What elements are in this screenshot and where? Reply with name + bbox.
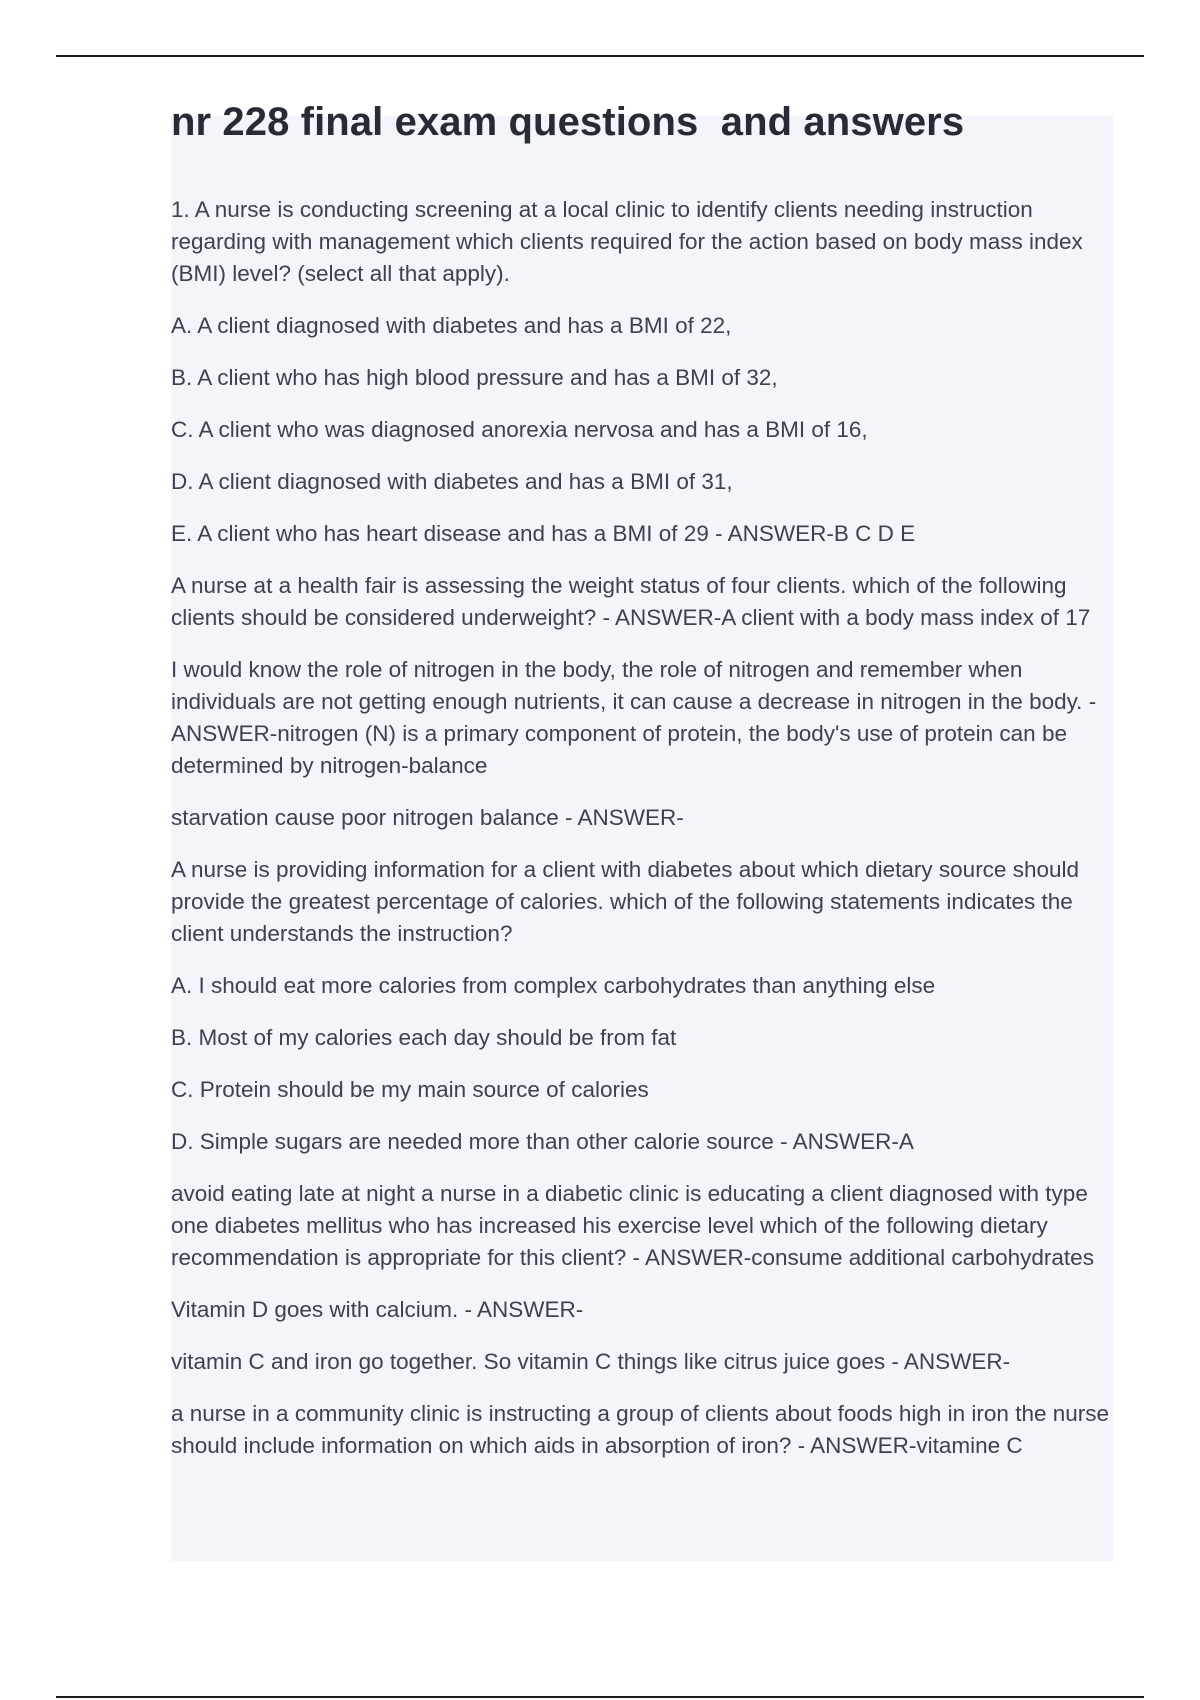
question-paragraph: avoid eating late at night a nurse in a diabetic clinic is educating a client diagnosed with type one diabetes mellitus who has increased his exercise level which of the following dietary recommendation is appropriate for this client? - ANSWER-consume additional carbohydrates	[171, 1181, 1094, 1270]
question-paragraph: starvation cause poor nitrogen balance - ANSWER-	[171, 805, 684, 830]
question-paragraph: Vitamin D goes with calcium. - ANSWER-	[171, 1297, 584, 1322]
question-paragraph: A nurse at a health fair is assessing the weight status of four clients. which of the following clients should be considered underweight? - ANSWER-A client with a body mass index of 17	[171, 573, 1091, 630]
document-title: nr 228 final exam questions and answers	[171, 100, 965, 144]
footer-rule	[56, 1696, 1144, 1698]
answer-option: A. I should eat more calories from complex carbohydrates than anything else	[171, 973, 936, 998]
answer-option: B. Most of my calories each day should be from fat	[171, 1025, 677, 1050]
answer-option: D. A client diagnosed with diabetes and has a BMI of 31,	[171, 469, 733, 494]
question-paragraph: I would know the role of nitrogen in the body, the role of nitrogen and remember when individuals are not getting enough nutrients, it can cause a decrease in nitrogen in the body. - ANSWER-nitrogen (N) is a primary component of protein, the body's use of protein can be determined by nitrogen-balance	[171, 657, 1097, 778]
question-paragraph: a nurse in a community clinic is instructing a group of clients about foods high in iron the nurse should include information on which aids in absorption of iron? - ANSWER-vitamine C	[171, 1401, 1110, 1458]
answer-option: A. A client diagnosed with diabetes and has a BMI of 22,	[171, 313, 732, 338]
document-body	[171, 194, 1121, 1482]
answer-option: C. Protein should be my main source of calories	[171, 1077, 649, 1102]
answer-option: B. A client who has high blood pressure and has a BMI of 32,	[171, 365, 778, 390]
answer-option: C. A client who was diagnosed anorexia nervosa and has a BMI of 16,	[171, 417, 868, 442]
answer-option: D. Simple sugars are needed more than other calorie source - ANSWER-A	[171, 1129, 914, 1154]
answer-option: E. A client who has heart disease and has a BMI of 29 - ANSWER-B C D E	[171, 521, 916, 546]
question-paragraph: A nurse is providing information for a client with diabetes about which dietary source should provide the greatest percentage of calories. which of the following statements indicates the client understands the instruction?	[171, 857, 1079, 946]
question-paragraph: vitamin C and iron go together. So vitamin C things like citrus juice goes - ANSWER-	[171, 1349, 1011, 1374]
question-paragraph: 1. A nurse is conducting screening at a local clinic to identify clients needing instruction regarding with management which clients required for the action based on body mass index (BMI) level? (select all that apply).	[171, 197, 1083, 286]
header-rule	[56, 55, 1144, 57]
